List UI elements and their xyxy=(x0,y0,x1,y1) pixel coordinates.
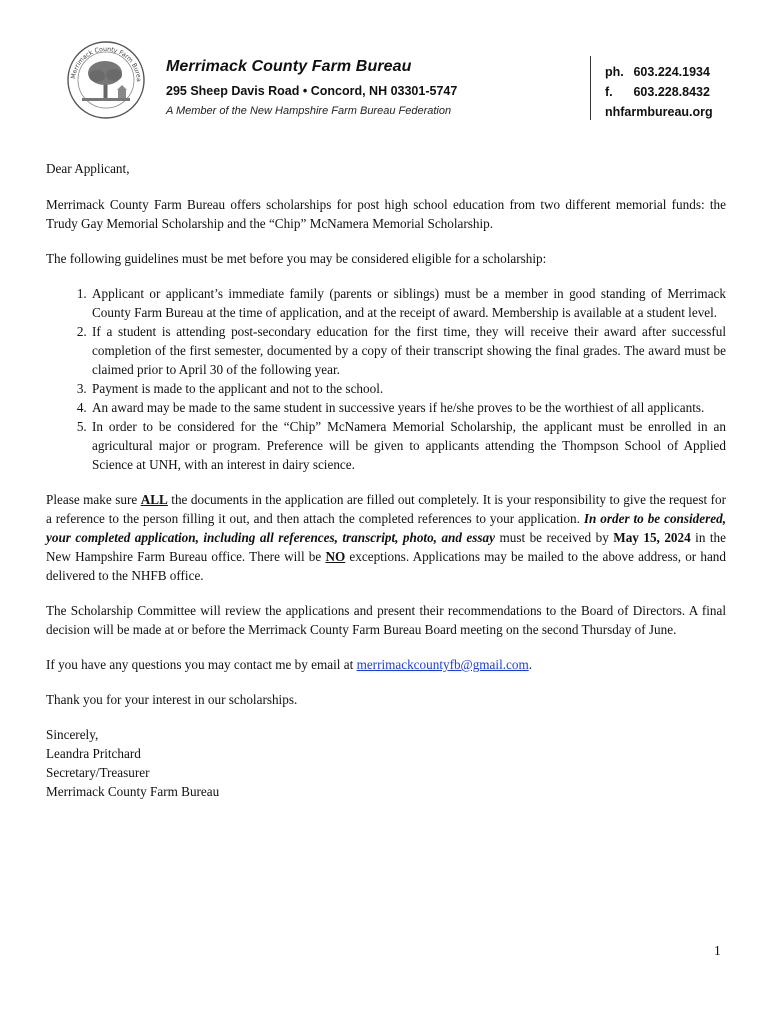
list-item: 1. Applicant or applicant’s immediate family (parents or siblings) must be a member in good standing of Merrimack County Farm Bureau at the time of application, and at the receipt of award. Membership is available at a student level. xyxy=(90,284,726,322)
docs-text-2: the documents in the application are filled out completely. It is your responsibility to give the request for a reference to the person filling it out, and then attach the completed references to your application. xyxy=(46,492,726,526)
fax-number: 603.228.8432 xyxy=(633,85,710,99)
committee-paragraph: The Scholarship Committee will review the applications and present their recommendations to the Board of Directors. A final decision will be made at or before the Merrimack County Farm Bureau Board meeting on the second Thursday of June. xyxy=(46,603,726,637)
greeting: Dear Applicant, xyxy=(46,161,130,176)
email-link[interactable]: merrimackcountyfb@gmail.com xyxy=(356,657,529,672)
letter-body xyxy=(46,159,726,801)
letterhead-contact xyxy=(605,62,713,122)
docs-text-5: exceptions. Applications may be mailed to the above address, or hand delivered to the NHFB office. xyxy=(46,549,726,583)
org-name: Merrimack County Farm Bureau xyxy=(166,58,412,75)
farm-bureau-seal-tree-icon xyxy=(66,40,146,120)
docs-text-3: must be received by xyxy=(495,530,614,545)
signer-org: Merrimack County Farm Bureau xyxy=(46,784,220,799)
phone-number: 603.224.1934 xyxy=(633,65,710,79)
signer-title: Secretary/Treasurer xyxy=(46,765,150,780)
signer-name: Leandra Pritchard xyxy=(46,746,141,761)
deadline-date: May 15, 2024 xyxy=(613,530,691,545)
questions-text: If you have any questions you may contact me by email at xyxy=(46,657,357,672)
org-member-line: A Member of the New Hampshire Farm Bureau Federation xyxy=(166,105,452,117)
svg-text:Merrimack County Farm Bureau: Merrimack County Farm Burea xyxy=(70,45,143,83)
fax-label: f. xyxy=(605,85,613,99)
questions-suffix: . xyxy=(528,657,533,672)
website: nhfarmbureau.org xyxy=(605,105,713,119)
page-number: 1 xyxy=(714,943,721,958)
questions-paragraph xyxy=(46,655,726,674)
org-address: 295 Sheep Davis Road • Concord, NH 03301-5747 xyxy=(166,84,458,98)
intro-paragraph: Merrimack County Farm Bureau offers scholarships for post high school education from two different memorial funds: the Trudy Gay Memorial Scholarship and the “Chip” McNamera Memorial Scholarship. xyxy=(46,197,726,231)
thanks-paragraph: Thank you for your interest in our scholarships. xyxy=(46,692,298,707)
docs-no-emphasis: NO xyxy=(325,549,346,564)
list-item: 2. If a student is attending post-secondary education for the first time, they will receive their award after successful completion of the first semester, documented by a copy of their transcript showing the final grades. The award must be claimed prior to April 30 of the following year. xyxy=(90,322,726,379)
guidelines-list xyxy=(46,284,726,474)
signature-block xyxy=(46,725,726,801)
list-item: 4. An award may be made to the same student in successive years if he/she proves to be the worthiest of all applicants. xyxy=(90,398,726,417)
docs-text-1: Please make sure xyxy=(46,492,141,507)
docs-text-4: in the New Hampshire Farm Bureau office. There will be xyxy=(46,530,727,564)
documents-paragraph xyxy=(46,490,726,585)
list-item: 3. Payment is made to the applicant and not to the school. xyxy=(90,379,726,398)
phone-label: ph. xyxy=(605,65,624,79)
list-item: 5. In order to be considered for the “Chip” McNamera Memorial Scholarship, the applicant must be enrolled in an agricultural major or program. Preference will be given to applicants attending the Thompson School of Applied Science at UNH, with an interest in dairy science. xyxy=(90,417,726,474)
guidelines-intro: The following guidelines must be met before you may be considered eligible for a scholarship: xyxy=(46,251,547,266)
docs-all-emphasis: ALL xyxy=(140,492,168,507)
docs-requirement-emphasis: In order to be considered, your completed application, including all references, transcript, photo, and essay xyxy=(46,511,726,545)
fax-line xyxy=(605,82,713,102)
letterhead-divider xyxy=(590,56,591,120)
phone-line xyxy=(605,62,713,82)
closing: Sincerely, xyxy=(46,727,99,742)
letterhead-org xyxy=(166,58,457,117)
